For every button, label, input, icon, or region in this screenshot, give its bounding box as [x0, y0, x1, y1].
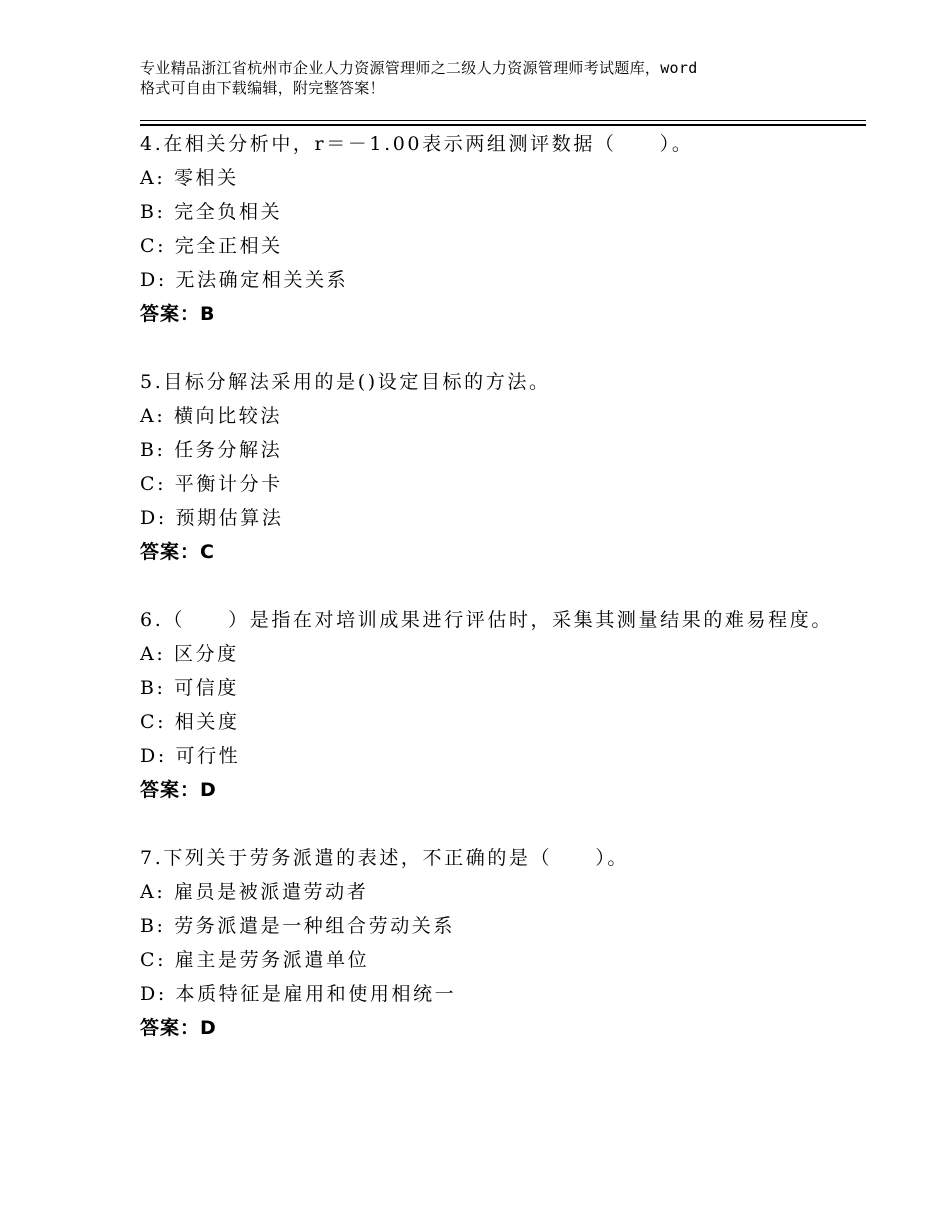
- question-list: [140, 127, 840, 1045]
- question-spacer: [140, 569, 840, 603]
- question-7: [140, 841, 840, 1045]
- question-text: 5.目标分解法采用的是()设定目标的方法。: [140, 371, 551, 393]
- document-header: [140, 58, 840, 98]
- option-c: C: 雇主是劳务派遣单位: [140, 949, 370, 971]
- option-a: A: 横向比较法: [140, 405, 282, 427]
- header-divider-thin: [140, 120, 866, 121]
- option-d: D: 可行性: [140, 745, 241, 767]
- option-a: A: 雇员是被派遣劳动者: [140, 881, 369, 903]
- header-divider-thick: [140, 124, 866, 126]
- header-line-1: 专业精品浙江省杭州市企业人力资源管理师之二级人力资源管理师考试题库，word: [140, 59, 698, 77]
- question-6: [140, 603, 840, 807]
- question-text: 6.（ ）是指在对培训成果进行评估时，采集其测量结果的难易程度。: [140, 609, 833, 631]
- option-d: D: 预期估算法: [140, 507, 284, 529]
- option-c: C: 平衡计分卡: [140, 473, 283, 495]
- option-b: B: 劳务派遣是一种组合劳动关系: [140, 915, 456, 937]
- option-d: D: 本质特征是雇用和使用相统一: [140, 983, 457, 1005]
- answer-label: 答案：C: [140, 541, 215, 563]
- option-c: C: 相关度: [140, 711, 240, 733]
- question-spacer: [140, 807, 840, 841]
- option-b: B: 任务分解法: [140, 439, 283, 461]
- question-5: [140, 365, 840, 569]
- option-a: A: 区分度: [140, 643, 239, 665]
- answer-label: 答案：B: [140, 303, 216, 325]
- answer-label: 答案：D: [140, 779, 217, 801]
- option-c: C: 完全正相关: [140, 235, 283, 257]
- option-b: B: 可信度: [140, 677, 240, 699]
- question-4: [140, 127, 840, 331]
- question-spacer: [140, 331, 840, 365]
- question-text: 7.下列关于劳务派遣的表述，不正确的是（ ）。: [140, 847, 630, 869]
- option-d: D: 无法确定相关关系: [140, 269, 349, 291]
- option-a: A: 零相关: [140, 167, 239, 189]
- answer-label: 答案：D: [140, 1017, 217, 1039]
- question-text: 4.在相关分析中，r＝－1.00表示两组测评数据（ ）。: [140, 133, 694, 155]
- option-b: B: 完全负相关: [140, 201, 283, 223]
- header-line-2: 格式可自由下载编辑，附完整答案！: [140, 79, 385, 97]
